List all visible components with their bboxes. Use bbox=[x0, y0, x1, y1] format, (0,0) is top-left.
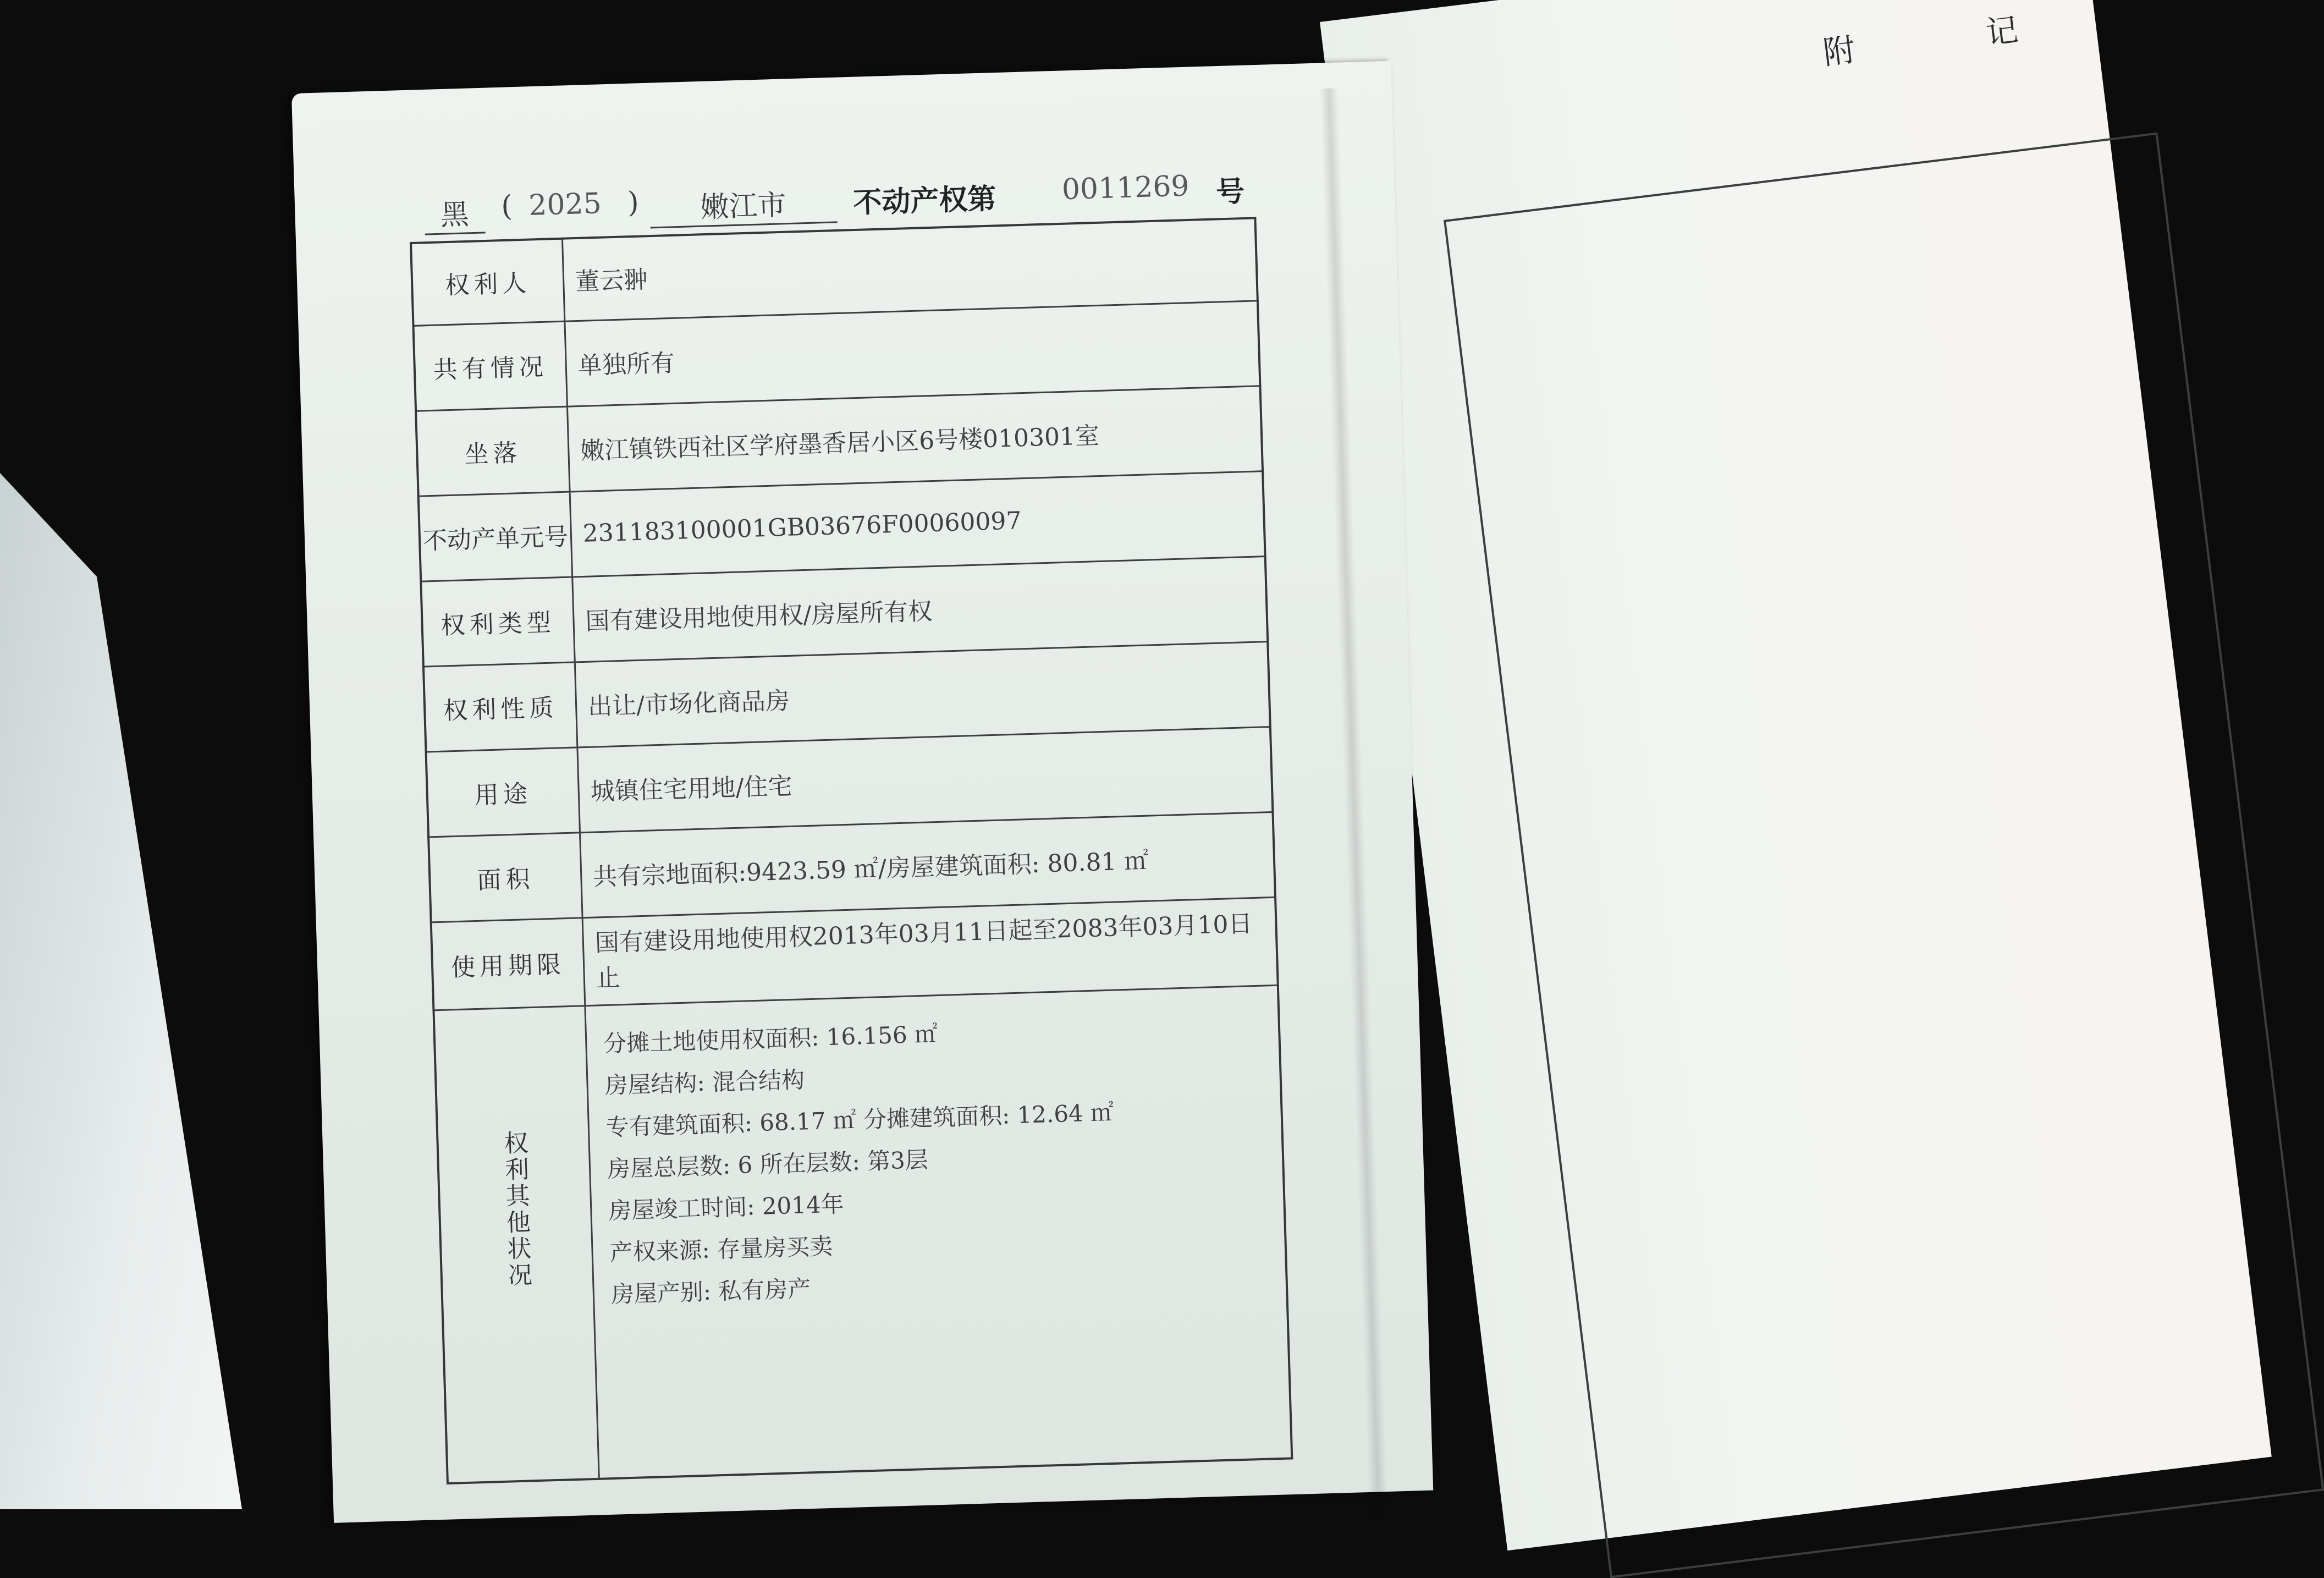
row-value: 共有宗地面积:9423.59 ㎡/房屋建筑面积: 80.81 ㎡ bbox=[580, 812, 1275, 917]
list-item: 专有建筑面积: 68.17 ㎡ 分摊建筑面积: 12.64 ㎡ bbox=[605, 1098, 1114, 1141]
row-label: 使用期限 bbox=[431, 917, 585, 1010]
row-value: 出让/市场化商品房 bbox=[575, 641, 1270, 747]
list-item: 房屋结构: 混合结构 bbox=[604, 1065, 805, 1099]
row-value: 城镇住宅用地/住宅 bbox=[577, 727, 1273, 832]
row-label: 面积 bbox=[428, 832, 582, 922]
row-label: 权利人 bbox=[411, 239, 565, 326]
row-value: 董云翀 bbox=[562, 218, 1257, 321]
table-row bbox=[433, 985, 1292, 1483]
year-close-paren: ) bbox=[627, 186, 640, 219]
list-item: 分摊土地使用权面积: 16.156 ㎡ bbox=[603, 1020, 938, 1057]
remarks-title-char-1: 附 bbox=[1821, 30, 1858, 72]
row-label: 权利类型 bbox=[421, 576, 575, 666]
list-item: 房屋总层数: 6 所在层数: 第3层 bbox=[607, 1146, 929, 1183]
remarks-title-char-2: 记 bbox=[1984, 10, 2020, 52]
row-label: 权利其他状况 bbox=[499, 1129, 532, 1289]
other-status-value bbox=[585, 985, 1292, 1479]
list-item: 产权来源: 存量房买卖 bbox=[609, 1232, 833, 1266]
list-item: 房屋产别: 私有房产 bbox=[610, 1274, 811, 1308]
row-label: 不动产单元号 bbox=[418, 492, 572, 581]
row-label: 共有情况 bbox=[414, 321, 568, 411]
row-value: 国有建设用地使用权2013年03月11日起至2083年03月10日止 bbox=[582, 897, 1278, 1005]
year-open-paren: ( bbox=[500, 189, 513, 223]
other-status-label-cell bbox=[433, 1005, 599, 1483]
stray-paper bbox=[0, 473, 242, 1509]
city-name: 嫩江市 bbox=[649, 180, 837, 228]
row-value: 231183100001GB03676F00060097 bbox=[570, 471, 1265, 576]
title-suffix: 号 bbox=[1215, 174, 1246, 209]
row-value: 单独所有 bbox=[565, 300, 1260, 406]
row-label: 权利性质 bbox=[423, 662, 577, 751]
other-status-list bbox=[597, 986, 1285, 1315]
list-item: 房屋竣工时间: 2014年 bbox=[608, 1190, 845, 1224]
title-prefix: 不动产权第 bbox=[852, 182, 997, 220]
row-value: 嫩江镇铁西社区学府墨香居小区6号楼010301室 bbox=[567, 386, 1263, 491]
row-value: 国有建设用地使用权/房屋所有权 bbox=[572, 556, 1268, 662]
row-label: 坐落 bbox=[416, 406, 570, 496]
province-abbr: 黑 bbox=[424, 190, 486, 235]
certificate-table bbox=[410, 217, 1293, 1484]
year: 2025 bbox=[528, 187, 602, 223]
certificate-number: 0011269 bbox=[1061, 169, 1190, 207]
row-label: 用途 bbox=[426, 747, 580, 837]
